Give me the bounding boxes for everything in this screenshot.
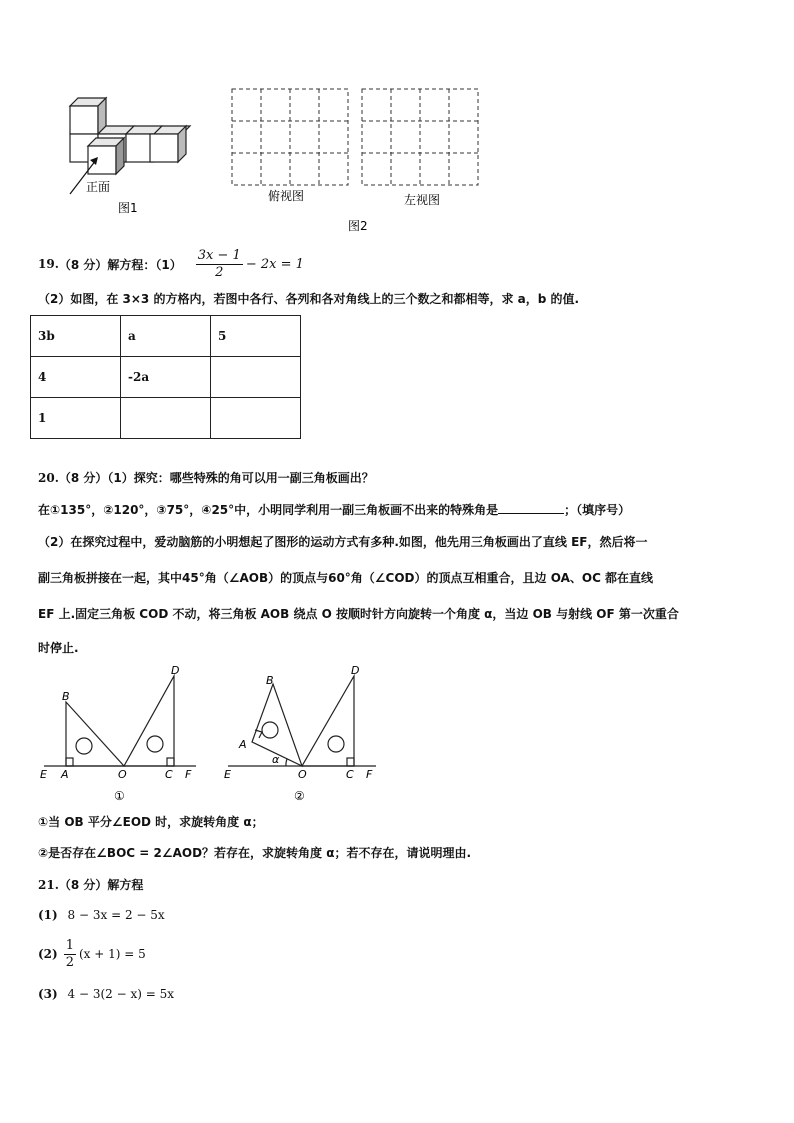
q20-line3: （2）在探究过程中，爱动脑筋的小明想起了图形的运动方式有多种.如图，他先用三角板画出了直线 EF，然后将一 <box>38 535 648 549</box>
q20-score: （8 分） <box>58 471 108 485</box>
q20-line5: EF 上.固定三角板 COD 不动，将三角板 AOB 绕点 O 按顺时针方向旋转一个角度 α，当边 OB 与射线 OF 第一次重合 <box>38 607 679 621</box>
table-cell <box>211 357 301 398</box>
figure-2-views <box>228 86 484 236</box>
q19-denominator: 2 <box>215 264 224 280</box>
figure-1-cube-solid <box>64 94 192 230</box>
figure-1-caption: 图1 <box>118 201 138 215</box>
figure-2-caption: 图2 <box>348 219 368 233</box>
table-cell: 4 <box>31 357 121 398</box>
table-cell: 3b <box>31 316 121 357</box>
label-a: A <box>239 738 247 751</box>
diagram-2-triangles <box>220 662 390 804</box>
magic-square-table <box>30 315 301 439</box>
q21-title-line <box>38 875 143 895</box>
answer-blank <box>498 501 564 514</box>
q19-number: 19. <box>38 257 59 271</box>
q21-eq3: 4 − 3(2 − x) = 5x <box>67 987 175 1001</box>
label-e: E <box>224 768 231 781</box>
q21-eq3-line <box>38 984 174 1004</box>
diagram-1-caption: ① <box>114 789 125 803</box>
q20-line2-end: ；（填序号） <box>564 503 631 517</box>
q20-line6: 时停止. <box>38 641 79 655</box>
q20-number: 20. <box>38 471 59 485</box>
left-view-label: 左视图 <box>404 193 441 207</box>
diagram-2-caption: ② <box>294 789 305 803</box>
q19-equation-rest: − 2x = 1 <box>245 256 304 272</box>
label-f: F <box>366 768 373 781</box>
q20-sub2: ②是否存在∠BOC = 2∠AOD？若存在，求旋转角度 α；若不存在，请说明理由. <box>38 846 472 860</box>
q21-eq2-rest: (x + 1) = 5 <box>79 947 146 961</box>
label-f: F <box>185 768 192 781</box>
label-a: A <box>61 768 69 781</box>
q19-fraction <box>196 248 243 281</box>
q21-eq1-label: (1) <box>38 908 58 922</box>
table-cell <box>121 398 211 439</box>
front-label: 正面 <box>86 180 111 194</box>
q21-eq2-label: (2) <box>38 947 58 961</box>
q19-line <box>38 244 304 284</box>
q19-part2: （2）如图，在 3×3 的方格内，若图中各行、各列和各对角线上的三个数之和都相等，求 a，b 的值. <box>38 292 580 306</box>
q20-line2-text: 在①135°，②120°，③75°，④25°中，小明同学利用一副三角板画不出来的特殊角是 <box>38 503 499 517</box>
label-o: O <box>298 768 307 781</box>
q21-prompt: 解方程 <box>107 878 144 892</box>
q21-eq3-label: (3) <box>38 987 58 1001</box>
label-b: B <box>266 674 274 687</box>
label-o: O <box>118 768 127 781</box>
q21-score: （8 分） <box>58 878 108 892</box>
q19-score: （8 分） <box>58 257 108 272</box>
q21-eq2-line <box>38 934 146 974</box>
q19-prompt: 解方程：（1） <box>107 257 182 272</box>
label-c: C <box>346 768 354 781</box>
table-cell: 1 <box>31 398 121 439</box>
q21-eq2-fraction <box>64 938 76 971</box>
top-view-label: 俯视图 <box>268 189 305 203</box>
table-cell: -2a <box>121 357 211 398</box>
q20-title-line <box>38 468 374 488</box>
label-d: D <box>171 664 180 677</box>
table-cell <box>211 398 301 439</box>
label-e: E <box>40 768 47 781</box>
table-cell: 5 <box>211 316 301 357</box>
q19-numerator: 3x − 1 <box>197 247 241 263</box>
q21-eq2-numerator: 1 <box>65 937 74 953</box>
q20-line2 <box>38 500 630 520</box>
q21-eq2-denominator: 2 <box>65 954 74 970</box>
label-b: B <box>62 690 70 703</box>
table-row <box>31 357 301 398</box>
label-alpha: α <box>272 753 280 766</box>
q20-line4: 副三角板拼接在一起，其中45°角（∠AOB）的顶点与60°角（∠COD）的顶点互相重合，且边 OA、OC 都在直线 <box>38 571 654 585</box>
label-c: C <box>165 768 173 781</box>
q21-eq1: 8 − 3x = 2 − 5x <box>67 908 165 922</box>
q20-sub1: ①当 OB 平分∠EOD 时，求旋转角度 α； <box>38 815 264 829</box>
q20-title: （1）探究：哪些特殊的角可以用一副三角板画出？ <box>107 471 374 485</box>
q21-eq1-line <box>38 905 165 925</box>
q21-number: 21. <box>38 878 59 892</box>
label-d: D <box>351 664 360 677</box>
table-row <box>31 398 301 439</box>
table-cell: a <box>121 316 211 357</box>
table-row <box>31 316 301 357</box>
diagram-1-triangles <box>34 662 204 804</box>
